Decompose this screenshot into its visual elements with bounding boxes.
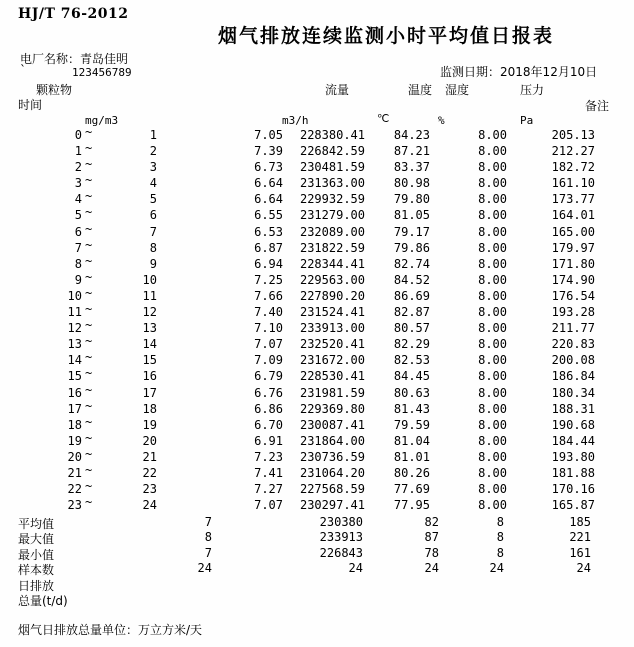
summary-value: 221 [569, 530, 591, 544]
tilde-symbol: ~ [85, 382, 93, 397]
cell-hour-start: 1 [74, 144, 82, 159]
cell-humidity: 8.00 [478, 224, 507, 239]
tilde-symbol: ~ [85, 366, 93, 381]
cell-pressure: 170.16 [551, 482, 595, 497]
cell-flow: 229369.80 [299, 401, 365, 416]
summary-value: 8 [496, 530, 504, 544]
cell-hour-end: 10 [142, 272, 157, 287]
col-header-temp: 温度 [408, 83, 433, 97]
summary-row [0, 577, 634, 593]
cell-humidity: 8.00 [478, 272, 507, 287]
summary-row [0, 515, 634, 531]
cell-pressure: 190.68 [551, 417, 595, 432]
summary-label: 样本数 [18, 563, 55, 577]
cell-temp: 81.05 [393, 208, 430, 223]
cell-humidity: 8.00 [478, 401, 507, 416]
unit-pressure: Pa [520, 114, 534, 127]
cell-temp: 82.74 [393, 256, 430, 271]
cell-temp: 79.80 [393, 192, 430, 207]
cell-flow: 229563.00 [299, 272, 365, 287]
cell-humidity: 8.00 [478, 465, 507, 480]
summary-value: 24 [197, 561, 212, 575]
cell-dust: 7.25 [254, 272, 283, 287]
cell-hour-end: 21 [142, 449, 157, 464]
cell-pressure: 174.90 [551, 272, 595, 287]
cell-hour-end: 8 [149, 240, 157, 255]
cell-flow: 231363.00 [299, 176, 365, 191]
cell-pressure: 180.34 [551, 385, 595, 400]
cell-hour-start: 8 [74, 256, 82, 271]
cell-pressure: 184.44 [551, 433, 595, 448]
cell-humidity: 8.00 [478, 144, 507, 159]
cell-dust: 7.40 [254, 305, 283, 320]
cell-dust: 7.10 [254, 321, 283, 336]
cell-dust: 7.07 [254, 337, 283, 352]
cell-hour-end: 9 [149, 256, 157, 271]
cell-pressure: 173.77 [551, 192, 595, 207]
cell-dust: 7.23 [254, 449, 283, 464]
cell-hour-end: 20 [142, 433, 157, 448]
cell-dust: 7.66 [254, 288, 283, 303]
cell-hour-start: 12 [67, 321, 82, 336]
cell-hour-end: 3 [149, 160, 157, 175]
cell-temp: 84.23 [393, 128, 430, 142]
cell-humidity: 8.00 [478, 160, 507, 175]
cell-humidity: 8.00 [478, 305, 507, 320]
cell-temp: 80.98 [393, 176, 430, 191]
col-header-dust: 颗粒物 [36, 83, 73, 97]
cell-flow: 230087.41 [299, 417, 365, 432]
summary-row [0, 546, 634, 562]
unit-temp: ℃ [377, 112, 390, 125]
cell-dust: 6.64 [254, 192, 283, 207]
summary-rows [0, 515, 634, 608]
summary-label: 最大值 [18, 532, 55, 546]
cell-humidity: 8.00 [478, 321, 507, 336]
tilde-symbol: ~ [85, 302, 93, 317]
cell-hour-start: 15 [67, 369, 82, 384]
cell-hour-start: 0 [74, 128, 82, 142]
summary-row [0, 561, 634, 577]
cell-hour-start: 18 [67, 417, 82, 432]
cell-hour-start: 16 [67, 385, 82, 400]
cell-flow: 227568.59 [299, 482, 365, 497]
cell-dust: 7.27 [254, 482, 283, 497]
cell-hour-start: 21 [67, 465, 82, 480]
cell-hour-end: 7 [149, 224, 157, 239]
tilde-symbol: ~ [85, 221, 93, 236]
cell-humidity: 8.00 [478, 449, 507, 464]
cell-temp: 80.63 [393, 385, 430, 400]
cell-hour-end: 6 [149, 208, 157, 223]
cell-flow: 231981.59 [299, 385, 365, 400]
summary-value: 82 [424, 514, 439, 529]
cell-hour-end: 18 [142, 401, 157, 416]
cell-flow: 231064.20 [299, 465, 365, 480]
cell-temp: 79.59 [393, 417, 430, 432]
cell-hour-end: 13 [142, 321, 157, 336]
unit-humidity: % [438, 114, 445, 127]
cell-dust: 6.87 [254, 240, 283, 255]
cell-hour-start: 5 [74, 208, 82, 223]
cell-flow: 232520.41 [299, 337, 365, 352]
summary-label: 最小值 [18, 547, 55, 562]
plant-name-line [20, 50, 128, 67]
cell-dust: 6.55 [254, 208, 283, 223]
cell-pressure: 205.13 [551, 128, 595, 142]
summary-row [0, 592, 634, 608]
cell-dust: 6.73 [254, 160, 283, 175]
cell-temp: 81.01 [393, 449, 430, 464]
cell-temp: 83.37 [393, 160, 430, 175]
cell-temp: 80.57 [393, 321, 430, 336]
cell-dust: 7.05 [254, 128, 283, 142]
cell-temp: 82.87 [393, 305, 430, 320]
summary-value: 233913 [319, 530, 363, 544]
cell-hour-start: 3 [74, 176, 82, 191]
cell-pressure: 182.72 [551, 160, 595, 175]
col-header-pressure: 压力 [520, 83, 545, 97]
cell-flow: 230736.59 [299, 449, 365, 464]
footer-note: 烟气日排放总量单位：万立方米/天 [18, 623, 203, 637]
cell-hour-end: 24 [142, 498, 157, 513]
cell-hour-end: 17 [142, 385, 157, 400]
cell-dust: 6.70 [254, 417, 283, 432]
cell-pressure: 200.08 [551, 353, 595, 368]
unit-dust: mg/m3 [85, 114, 119, 127]
cell-dust: 7.39 [254, 144, 283, 159]
tilde-symbol: ~ [85, 318, 93, 333]
cell-humidity: 8.00 [478, 192, 507, 207]
cell-hour-start: 23 [67, 498, 82, 513]
col-header-remark: 备注 [585, 99, 610, 113]
cell-hour-end: 16 [142, 369, 157, 384]
cell-pressure: 164.01 [551, 208, 595, 223]
monitor-date-label: 监测日期： [440, 65, 501, 79]
cell-humidity: 8.00 [478, 337, 507, 352]
cell-hour-end: 1 [149, 128, 157, 142]
cell-temp: 77.69 [393, 482, 430, 497]
summary-value: 8 [204, 530, 212, 544]
summary-value: 24 [489, 561, 504, 575]
plant-code: 123456789 [72, 66, 132, 79]
hourly-data-rows [0, 125, 634, 514]
table-row [0, 495, 634, 514]
cell-pressure: 193.28 [551, 305, 595, 320]
tilde-symbol: ~ [85, 189, 93, 204]
cell-pressure: 220.83 [551, 337, 595, 352]
tilde-symbol: ~ [85, 334, 93, 349]
cell-pressure: 186.84 [551, 369, 595, 384]
cell-hour-start: 20 [67, 449, 82, 464]
cell-dust: 6.94 [254, 256, 283, 271]
cell-hour-start: 6 [74, 224, 82, 239]
cell-pressure: 171.80 [551, 256, 595, 271]
cell-hour-end: 23 [142, 482, 157, 497]
cell-flow: 231279.00 [299, 208, 365, 223]
cell-hour-end: 14 [142, 337, 157, 352]
tilde-symbol: ~ [85, 479, 93, 494]
cell-humidity: 8.00 [478, 385, 507, 400]
cell-dust: 6.53 [254, 224, 283, 239]
cell-humidity: 8.00 [478, 417, 507, 432]
cell-humidity: 8.00 [478, 353, 507, 368]
cell-humidity: 8.00 [478, 128, 507, 142]
cell-pressure: 193.80 [551, 449, 595, 464]
cell-pressure: 165.87 [551, 498, 595, 513]
cell-flow: 229932.59 [299, 192, 365, 207]
cell-flow: 228530.41 [299, 369, 365, 384]
cell-hour-start: 22 [67, 482, 82, 497]
summary-row [0, 530, 634, 546]
tilde-symbol: ~ [85, 462, 93, 477]
cell-pressure: 179.97 [551, 240, 595, 255]
cell-hour-end: 12 [142, 305, 157, 320]
cell-flow: 231864.00 [299, 433, 365, 448]
summary-value: 24 [348, 561, 363, 575]
cell-temp: 82.53 [393, 353, 430, 368]
summary-value: 78 [424, 545, 439, 560]
summary-label: 平均值 [18, 516, 55, 531]
col-header-flow: 流量 [325, 83, 350, 97]
tick-mark: ` [20, 63, 26, 77]
tilde-symbol: ~ [85, 350, 93, 365]
tilde-symbol: ~ [85, 495, 93, 510]
cell-flow: 227890.20 [299, 288, 365, 303]
cell-flow: 228344.41 [299, 256, 365, 271]
cell-pressure: 212.27 [551, 144, 595, 159]
col-header-humidity: 湿度 [445, 83, 470, 97]
cell-dust: 6.86 [254, 401, 283, 416]
cell-humidity: 8.00 [478, 240, 507, 255]
summary-value: 8 [496, 545, 504, 560]
cell-temp: 77.95 [393, 498, 430, 513]
summary-value: 230380 [319, 514, 363, 529]
cell-hour-end: 11 [142, 288, 157, 303]
tilde-symbol: ~ [85, 157, 93, 172]
tilde-symbol: ~ [85, 173, 93, 188]
cell-hour-end: 15 [142, 353, 157, 368]
cell-dust: 7.07 [254, 498, 283, 513]
cell-dust: 7.09 [254, 353, 283, 368]
summary-value: 161 [569, 545, 591, 560]
cell-hour-start: 7 [74, 240, 82, 255]
tilde-symbol: ~ [85, 205, 93, 220]
monitor-date-line [440, 63, 597, 80]
summary-value: 24 [424, 561, 439, 575]
cell-temp: 86.69 [393, 288, 430, 303]
cell-flow: 228380.41 [299, 128, 365, 142]
cell-hour-end: 2 [149, 144, 157, 159]
tilde-symbol: ~ [85, 285, 93, 300]
cell-hour-end: 22 [142, 465, 157, 480]
cell-pressure: 181.88 [551, 465, 595, 480]
cell-temp: 81.43 [393, 401, 430, 416]
cell-hour-start: 9 [74, 272, 82, 287]
cell-humidity: 8.00 [478, 433, 507, 448]
cell-temp: 80.26 [393, 465, 430, 480]
plant-name-value: 青岛佳明 [80, 52, 129, 66]
page-title: 烟气排放连续监测小时平均值日报表 [218, 25, 555, 47]
plant-name-label: 电厂名称： [20, 52, 81, 66]
cell-humidity: 8.00 [478, 369, 507, 384]
cell-temp: 79.86 [393, 240, 430, 255]
tilde-symbol: ~ [85, 398, 93, 413]
cell-temp: 81.04 [393, 433, 430, 448]
summary-value: 7 [204, 514, 212, 529]
col-header-time: 时间 [18, 98, 43, 112]
cell-temp: 82.29 [393, 337, 430, 352]
cell-flow: 230481.59 [299, 160, 365, 175]
cell-hour-start: 17 [67, 401, 82, 416]
tilde-symbol: ~ [85, 253, 93, 268]
tilde-symbol: ~ [85, 125, 93, 139]
tilde-symbol: ~ [85, 446, 93, 461]
cell-hour-start: 2 [74, 160, 82, 175]
cell-hour-start: 4 [74, 192, 82, 207]
cell-hour-start: 11 [67, 305, 82, 320]
cell-temp: 84.45 [393, 369, 430, 384]
cell-humidity: 8.00 [478, 176, 507, 191]
cell-flow: 231822.59 [299, 240, 365, 255]
cell-hour-start: 10 [67, 288, 82, 303]
cell-humidity: 8.00 [478, 498, 507, 513]
cell-pressure: 188.31 [551, 401, 595, 416]
summary-value: 8 [496, 514, 504, 529]
cell-pressure: 165.00 [551, 224, 595, 239]
cell-temp: 87.21 [393, 144, 430, 159]
cell-dust: 6.64 [254, 176, 283, 191]
cell-pressure: 176.54 [551, 288, 595, 303]
tilde-symbol: ~ [85, 430, 93, 445]
summary-value: 24 [576, 561, 591, 575]
cell-hour-end: 19 [142, 417, 157, 432]
cell-dust: 7.41 [254, 465, 283, 480]
cell-flow: 232089.00 [299, 224, 365, 239]
cell-pressure: 161.10 [551, 176, 595, 191]
cell-flow: 226842.59 [299, 144, 365, 159]
cell-temp: 84.52 [393, 272, 430, 287]
summary-value: 87 [424, 530, 439, 544]
tilde-symbol: ~ [85, 269, 93, 284]
cell-humidity: 8.00 [478, 256, 507, 271]
cell-flow: 231672.00 [299, 353, 365, 368]
unit-flow: m3/h [282, 114, 309, 127]
cell-humidity: 8.00 [478, 482, 507, 497]
cell-flow: 230297.41 [299, 498, 365, 513]
cell-pressure: 211.77 [551, 321, 595, 336]
cell-humidity: 8.00 [478, 288, 507, 303]
cell-dust: 6.91 [254, 433, 283, 448]
summary-value: 226843 [319, 545, 363, 560]
cell-flow: 233913.00 [299, 321, 365, 336]
cell-hour-start: 13 [67, 337, 82, 352]
cell-dust: 6.76 [254, 385, 283, 400]
summary-label: 总量(t/d) [18, 594, 68, 608]
cell-hour-end: 5 [149, 192, 157, 207]
tilde-symbol: ~ [85, 237, 93, 252]
monitor-date-value: 2018年12月10日 [500, 65, 598, 79]
cell-temp: 79.17 [393, 224, 430, 239]
tilde-symbol: ~ [85, 414, 93, 429]
standard-number: HJ/T 76-2012 [18, 6, 129, 22]
cell-hour-end: 4 [149, 176, 157, 191]
cell-hour-start: 14 [67, 353, 82, 368]
summary-value: 185 [569, 514, 591, 529]
summary-value: 7 [204, 545, 212, 560]
tilde-symbol: ~ [85, 141, 93, 156]
cell-dust: 6.79 [254, 369, 283, 384]
summary-label: 日排放 [18, 578, 55, 593]
cell-flow: 231524.41 [299, 305, 365, 320]
cell-humidity: 8.00 [478, 208, 507, 223]
cell-hour-start: 19 [67, 433, 82, 448]
